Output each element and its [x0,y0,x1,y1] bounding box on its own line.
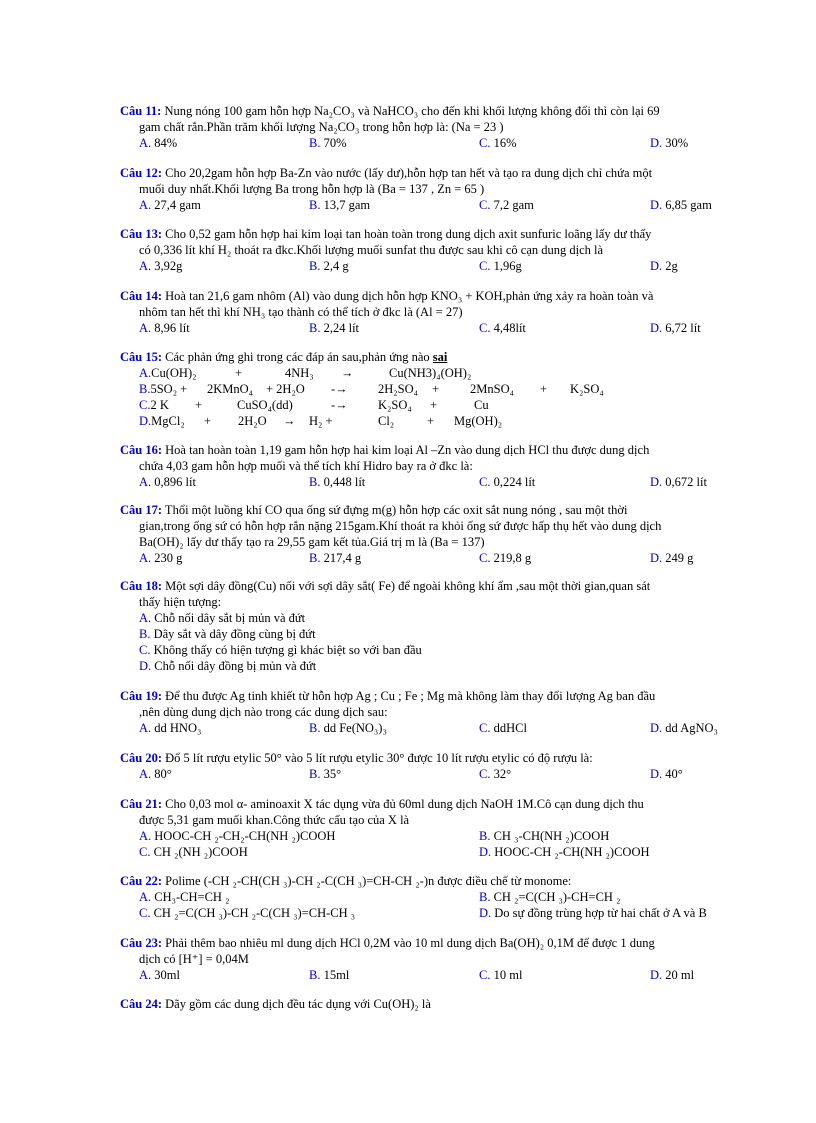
option-c: C. 7,2 gam [479,198,534,212]
question-stem-line: Câu 15: Các phản ứng ghi trong các đáp án sau,phản ứng nào sai [120,350,448,364]
option-d: D. 30% [650,136,689,150]
option-d: D. 0,672 lít [650,475,707,489]
option-a: A. dd HNO₃ [139,721,202,735]
option-c: C. 16% [479,136,517,150]
option-b: B. 70% [309,136,347,150]
question-stem-line: Câu 20: Đổ 5 lít rượu etylic 50° vào 5 lít rượu etylic 30° được 10 lít rượu etylic có độ rượu là: [120,751,593,765]
options-row [120,550,720,566]
option-d: D. 249 g [650,551,694,565]
option-d: D. 40° [650,767,683,781]
emphasis-wrong: sai [432,350,448,364]
option-b: B. 35° [309,767,342,781]
option-d: D. 20 ml [650,968,695,982]
question-stem-line: được 5,31 gam muối khan.Công thức cấu tạo của X là [139,813,410,827]
question-stem-line: Câu 21: Cho 0,03 mol α- aminoaxit X tác dụng vừa đủ 60ml dung dịch NaOH 1M.Cô cạn dung dịch thu [120,797,644,811]
option-a: A. 84% [139,136,178,150]
question-number: Câu 14: [120,289,163,303]
option-c: C. 1,96g [479,259,522,273]
option-b: B. 13,7 gam [309,198,371,212]
option-a: A. 30ml [139,968,180,982]
question-stem-line: có 0,336 lít khí H₂ thoát ra đkc.Khối lượng muối sunfat thu được sau khi cô cạn dung dịch là [139,243,604,257]
question-stem-line: Câu 13: Cho 0,52 gam hỗn hợp hai kim loại tan hoàn toàn trong dung dịch axit sunfuric loãng lấy dư thấy [120,227,652,241]
option-b: B. 2,24 lít [309,321,360,335]
option-a: A. Chỗ nối dây sắt bị mủn và đứt [139,611,306,625]
options-row [120,135,720,151]
options-row [120,197,720,213]
question-stem-line: muối duy nhất.Khối lượng Ba trong hỗn hợp là (Ba = 137 , Zn = 65 ) [139,182,485,196]
question-number: Câu 23: [120,936,163,950]
question-number: Câu 21: [120,797,163,811]
question-stem-line: Ba(OH)₂ lấy dư thấy tạo ra 29,55 gam kết tủa.Giá trị m là (Ba = 137) [139,535,485,549]
option-c: C. 4,48lít [479,321,526,335]
question-15 [120,349,720,429]
options-row [120,258,720,274]
question-number: Câu 15: [120,350,163,364]
question-14 [120,288,720,336]
options-row [120,320,720,336]
question-number: Câu 18: [120,579,163,593]
option-c: C. 32° [479,767,512,781]
option-b: B. 217,4 g [309,551,362,565]
option-d: D. dd AgNO₃ [650,721,718,735]
question-stem-line: chứa 4,03 gam hỗn hợp muối và thể tích khí Hidro bay ra ở đkc là: [139,459,473,473]
option-d: D. HOOC-CH ₂-CH(NH ₂)COOH [479,845,650,859]
question-stem-line: Câu 12: Cho 20,2gam hỗn hợp Ba-Zn vào nước (lấy dư),hỗn hợp tan hết và tạo ra dung dịch chỉ chứa một [120,166,653,180]
question-stem-line: Câu 23: Phải thêm bao nhiêu ml dung dịch HCl 0,2M vào 10 ml dung dịch Ba(OH)₂ 0,1M để được 1 dung [120,936,655,950]
question-stem-line: dịch có [H⁺] = 0,04M [139,952,249,966]
question-22 [120,873,720,921]
option-a: A. 80° [139,767,172,781]
option-c: C. CH ₂(NH ₂)COOH [139,845,248,859]
option-d: D. Chỗ nối dây đồng bị mủn và đứt [139,659,317,673]
question-number: Câu 16: [120,443,163,457]
option-a: A. 3,92g [139,259,183,273]
question-16 [120,442,720,490]
option-a: A. 27,4 gam [139,198,201,212]
reaction-row-b: B.5SO₂ + 2KMnO₄ + 2H₂O -→ 2H₂SO₄ + 2MnSO₄ + K₂SO₄ [139,382,604,396]
question-13 [120,226,720,274]
question-12 [120,165,720,213]
option-c: C. 0,224 lít [479,475,536,489]
question-stem-line: Câu 14: Hoà tan 21,6 gam nhôm (Al) vào dung dịch hỗn hợp KNO₃ + KOH,phản ứng xảy ra hoàn toàn và [120,289,654,303]
question-20 [120,750,720,782]
options-row [120,905,720,921]
question-stem-line: thấy hiện tượng: [139,595,222,609]
question-number: Câu 12: [120,166,163,180]
option-b: B. 0,448 lít [309,475,366,489]
question-stem-line: Câu 24: Dãy gồm các dung dịch đều tác dụng với Cu(OH)₂ là [120,997,431,1011]
reaction-row-d: D.MgCl₂ + 2H₂O → H₂ + Cl₂ + Mg(OH)₂ [139,414,503,428]
question-number: Câu 22: [120,874,163,888]
options-row [120,844,720,860]
question-21 [120,796,720,860]
option-a: A. CH₃-CH=CH ₂ [139,890,230,904]
option-d: D. 6,85 gam [650,198,712,212]
question-number: Câu 20: [120,751,163,765]
option-b: B. 15ml [309,968,350,982]
option-d: D. Do sự đồng trùng hợp từ hai chất ở A và B [479,906,707,920]
question-11 [120,103,720,151]
options-row [120,967,720,983]
options-row [120,766,720,782]
question-stem-line: Câu 22: Polime (-CH ₂-CH(CH ₃)-CH ₂-C(CH ₃)=CH-CH ₂-)n được điều chế từ monome: [120,874,572,888]
question-number: Câu 24: [120,997,163,1011]
options-row [120,828,720,844]
reaction-row-c: C.2 K + CuSO₄(dd) -→ K₂SO₄ + Cu [139,398,489,412]
option-a: A. HOOC-CH ₂-CH₂-CH(NH ₂)COOH [139,829,336,843]
option-c: C. ddHCl [479,721,527,735]
option-a: A. 230 g [139,551,183,565]
option-a: A. 0,896 lít [139,475,196,489]
question-stem-line: ,nên dùng dung dịch nào trong các dung dịch sau: [139,705,388,719]
option-b: B. CH ₂=C(CH ₃)-CH=CH ₂ [479,890,621,904]
option-c: C. 219,8 g [479,551,532,565]
option-d: D. 2g [650,259,678,273]
question-number: Câu 19: [120,689,163,703]
question-stem-line: nhôm tan hết thì khí NH₃ tạo thành có thể tích ở đkc là (Al = 27) [139,305,463,319]
question-stem-line: Câu 18: Một sợi dây đồng(Cu) nối với sợi dây sắt( Fe) để ngoài không khí ẩm ,sau một thời gian,quan sát [120,579,651,593]
question-stem-line: Câu 19: Để thu được Ag tinh khiết từ hỗn hợp Ag ; Cu ; Fe ; Mg mà không làm thay đổi lượng Ag ban đầu [120,689,656,703]
option-b: B. dd Fe(NO₃)₃ [309,721,387,735]
option-c: C. CH ₂=C(CH ₃)-CH ₂-C(CH ₃)=CH-CH ₃ [139,906,356,920]
question-number: Câu 17: [120,503,163,517]
option-a: A. 8,96 lít [139,321,190,335]
option-d: D. 6,72 lít [650,321,701,335]
question-number: Câu 11: [120,104,162,118]
question-18 [120,578,720,674]
option-b: B. Dây sắt và dây đồng cùng bị đứt [139,627,316,641]
option-c: C. 10 ml [479,968,523,982]
options-row [120,720,720,736]
question-stem-line: Câu 16: Hoà tan hoàn toàn 1,19 gam hỗn hợp hai kim loại Al –Zn vào dung dịch HCl thu được dung dịch [120,443,650,457]
options-row [120,889,720,905]
reaction-row-a: A.Cu(OH)₂ + 4NH₃ → Cu(NH3)₄(OH)₂ [139,366,472,380]
question-stem-line: Câu 17: Thổi một luồng khí CO qua ống sứ đựng m(g) hỗn hợp các oxit sắt nung nóng , sau một thời [120,503,628,517]
option-c: C. Không thấy có hiện tượng gì khác biệt so với ban đầu [139,643,422,657]
question-stem-line: Câu 11: Nung nóng 100 gam hỗn hợp Na₂CO₃ và NaHCO₃ cho đến khi khối lượng không đổi thì còn lại 69 [120,104,660,118]
options-row [120,474,720,490]
option-b: B. CH ₃-CH(NH ₂)COOH [479,829,610,843]
question-17 [120,502,720,566]
question-19 [120,688,720,736]
option-b: B. 2,4 g [309,259,349,273]
question-number: Câu 13: [120,227,163,241]
question-stem-line: gam chất rắn.Phần trăm khối lượng Na₂CO₃ trong hỗn hợp là: (Na = 23 ) [139,120,504,134]
question-24 [120,996,720,1012]
question-23 [120,935,720,983]
question-stem-line: gian,trong ống sứ có hỗn hợp rắn nặng 215gam.Khí thoát ra khỏi ống sứ được hấp thụ hết vào dung dịch [139,519,662,533]
